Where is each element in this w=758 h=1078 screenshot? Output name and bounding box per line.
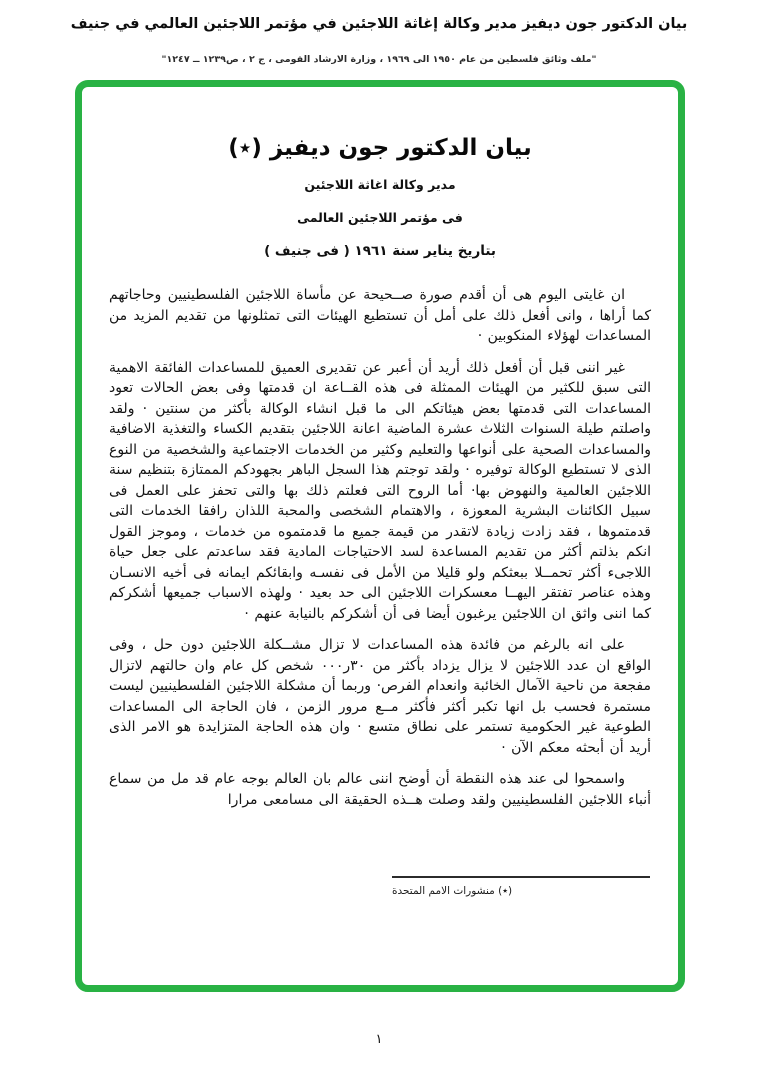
page-number: ١ (375, 1032, 383, 1047)
paragraph-4: واسمحوا لى عند هذه النقطة أن أوضح اننى عالم بان العالم بوجه عام قد مل من سماع أنباء اللاجئين الفلسطينيين ولقد وصلت هــذه الحقيقة الى مسامعى مرارا (109, 771, 651, 808)
document-body (109, 285, 651, 810)
document-subtitle-venue: فى مؤتمر اللاجئين العالمى (297, 210, 463, 225)
header-source-citation: "ملف وثائق فلسطين من عام ١٩٥٠ الى ١٩٦٩ ، وزارة الارشاد القومى ، ج ٢ ، ص١٢٣٩ ــ ١٢٤٧" (161, 54, 597, 65)
document-border-frame (75, 80, 685, 992)
footnote-text: (٭) منشورات الامم المتحدة (392, 885, 513, 897)
document-subtitle-role: مدير وكالة اغاثة اللاجئين (304, 177, 456, 192)
document-subtitle-date: بتاريخ يناير سنة ١٩٦١ ( فى جنيف ) (264, 243, 496, 259)
paragraph-2: غير اننى قبل أن أفعل ذلك أريد أن أعبر عن تقديرى العميق للمساعدات الفائقة الاهمية التى سبق للكثير من الهيئات الممثلة فى هذه القــاعة ان قدمتها وفى بعض الحالات تعود المساعدات التى قدمتها بعض هيئاتكم الى ما قبل انشاء الوكالة بأكثر من سنتين · ولقد واصلتم طيلة السنوات الثلاث عشرة الماضية اعانة اللاجئين بتقديم الكساء والتغذية الاضافية والمساعدات الصحية على أنواعها والتعليم وكثير من الخدمات الاجتماعية والشخصية من النوع الذى لا تستطيع الوكالة توفيره · ولقد توجتم هذا السجل الباهر بجهودكم الممتازة بتنظيم سنة اللاجئين العالمية والنهوض بها· أما الروح التى فعلتم ذلك بها والتى تحفز على العمل فى سبيل الكائنات البشرية المعوزة ، والاهتمام الشخصى والمحبة اللذان رافقا الخدمات التى قدمتموها ، فقد زادت زيادة لاتقدر من قيمة جميع ما قدمتموه من خدمات ، وموجز القول انكم بذلتم أكثر من تقديم المساعدة لسد الاحتياجات المادية فقد ساعدتم على جعل حياة اللاجىء أكثر تحمــلا ببعثكم ولو قليلا من الأمل فى نفسـه وابقائكم ايمانه فى أخيه الانسـان وهذه عناصر تفتقر اليهــا معسكرات اللاجئين الى حد بعيد · ولهذه الاسباب جميعها أشكركم كما اننى واثق ان اللاجئين يرغبون أيضا فى أن أشكركم بالنيابة عنهم · (109, 359, 651, 622)
paragraph-1: ان غايتى اليوم هى أن أقدم صورة صــحيحة عن مأساة اللاجئين الفلسطينيين وحاجاتهم كما أراها ، وانى أفعل ذلك على أمل أن تستطيع الهيئات التى تمثلونها من تقديم المزيد من المساعدات لهؤلاء المنكوبين · (109, 287, 651, 344)
header-title: بيان الدكتور جون ديفيز مدير وكالة إغاثة اللاجئين في مؤتمر اللاجئين العالمي في جنيف (70, 16, 688, 32)
footnote-block (392, 876, 650, 897)
paragraph-3: على انه بالرغم من فائدة هذه المساعدات لا تزال مشــكلة اللاجئين دون حل ، وفى الواقع ان عدد اللاجئين لا يزال يزداد بأكثر من ٣٠ر٠٠٠ شخص كل عام وان حالتهم لاتزال مفجعة من ناحية الآمال الخائبة وانعدام الفرص· وربما أن مشكلة اللاجئين الفلسطينيين ليست مستمرة فحسب بل انها تكبر أكثر فأكثر مــع مرور الزمن ، فان الحاجة الى المساعدات الطوعية غير الحكومية تستمر على نطاق متسع · وان هذه الحاجة المتزايدة هو الامر الذى أريد أن أبحثه معكم الآن · (109, 637, 651, 756)
document-title: بيان الدكتور جون ديفيز (٭) (228, 135, 532, 161)
